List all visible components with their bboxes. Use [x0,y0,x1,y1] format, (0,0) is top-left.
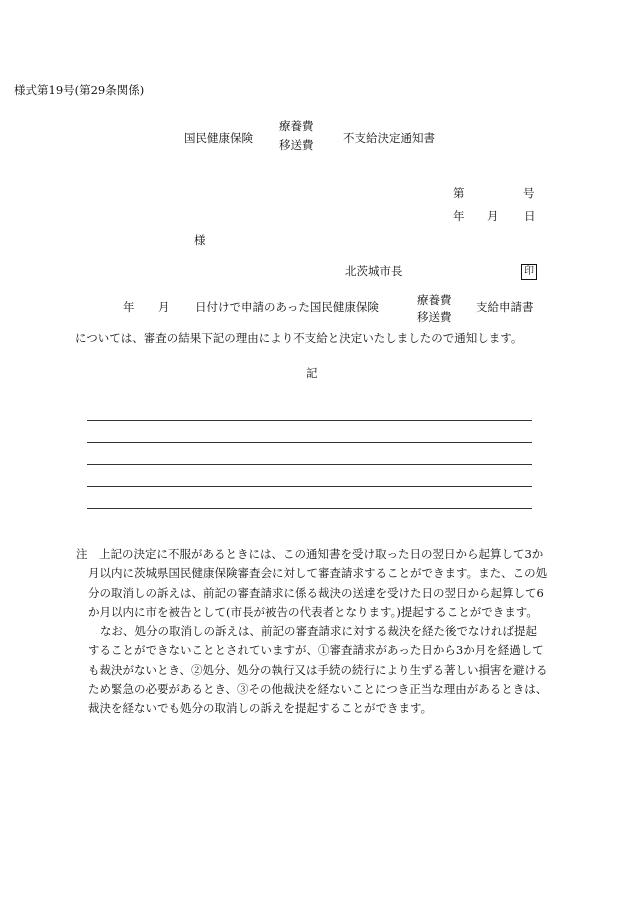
application-suffix: 支給申請書 [476,300,534,314]
date-month: 月 [487,209,499,223]
application-text: 日付けで申請のあった国民健康保険 [195,300,379,314]
title-suffix: 不支給決定通知書 [343,131,435,145]
form-number: 様式第19号(第29条関係) [14,83,145,97]
title-option-isohi: 移送費 [279,138,314,152]
title-option-ryoyohi: 療養費 [279,119,314,133]
application-option-isohi: 移送費 [417,310,452,324]
notes-section [76,545,548,719]
reason-line [87,508,532,509]
reason-line [87,464,532,465]
reason-line [87,442,532,443]
application-month: 月 [158,300,170,314]
title-options [279,117,314,155]
recipient-honorific: 様 [194,233,206,247]
date-day: 日 [524,209,536,223]
number-prefix: 第 [453,186,465,200]
application-year: 年 [123,300,135,314]
seal-mark: 印 [521,264,537,280]
body-statement: については、審査の結果下記の理由により不支給と決定いたしましたので通知します。 [75,331,523,345]
application-options [417,292,452,326]
application-option-ryoyohi: 療養費 [417,293,452,307]
issuer-name: 北茨城市長 [345,264,403,278]
title-prefix: 国民健康保険 [184,131,253,145]
note-paragraph-appeal: 注 上記の決定に不服があるときには、この通知書を受け取った日の翌日から起算して3か月以内に茨城県国民健康保険審査会に対して審査請求することができます。また、この処分の取消しの訴えは、前記の審査請求に係る裁決の送達を受けた日の翌日から起算して6か月以内に市を被告として(市長が被告の代表者となります。)提起することができます。 [76,547,548,619]
note-paragraph-lawsuit: なお、処分の取消しの訴えは、前記の審査請求に対する裁決を経た後でなければ提起することができないこととされていますが、①審査請求があった日から3か月を経過しても裁決がないとき、②処分、処分の執行又は手続の続行により生ずる著しい損害を避けるため緊急の必要があるとき、③その他裁決を経ないことにつき正当な理由があるときは、裁決を経ないでも処分の取消しの訴えを提起することができます。 [88,624,548,716]
number-suffix: 号 [523,186,535,200]
reason-line [87,486,532,487]
reason-line [87,420,532,421]
date-year: 年 [453,209,465,223]
ki-heading: 記 [306,366,318,380]
